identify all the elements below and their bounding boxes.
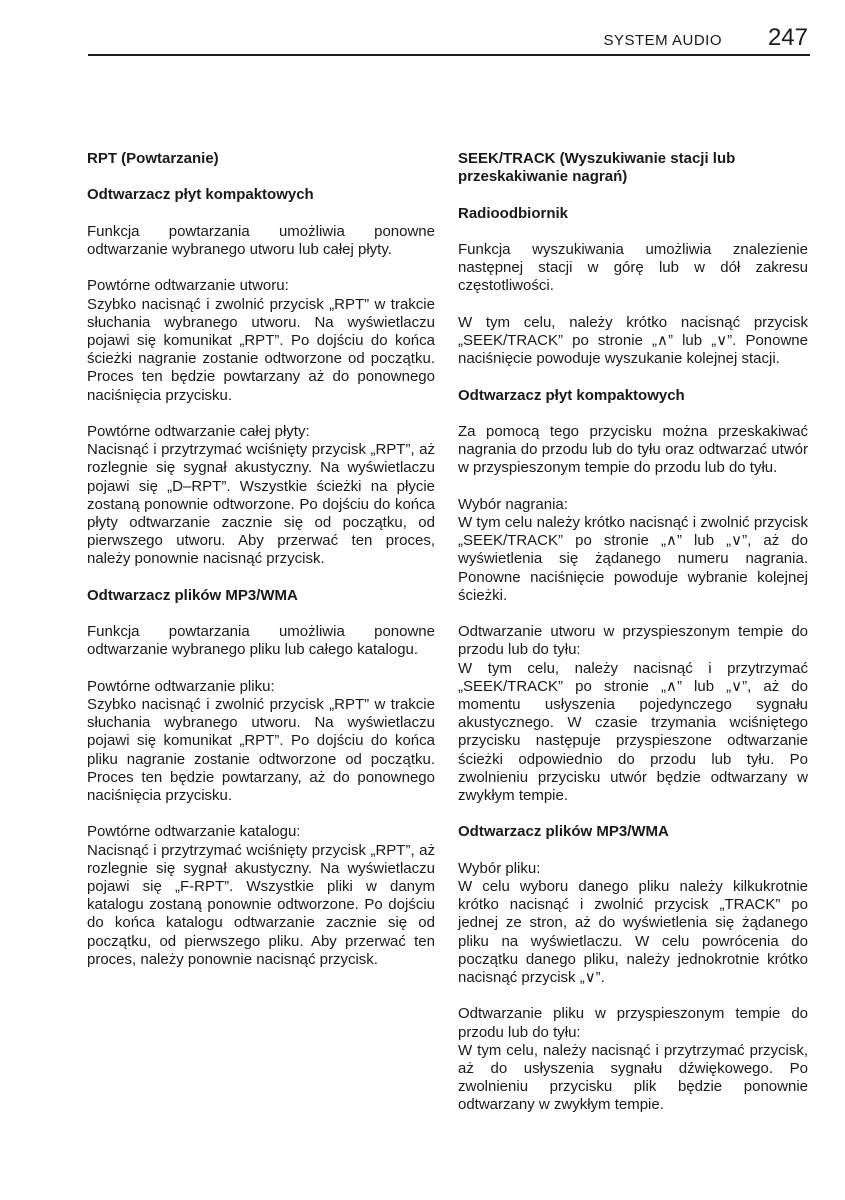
paragraph: Powtórne odtwarzanie całej płyty: Nacisnąć i przytrzymać wciśnięty przycisk „RPT”, aż rozlegnie się sygnał akustyczny. Na wyświetlaczu pojawi się „D–RPT”. Wszystkie ścieżki na płycie zostaną ponownie odtworzone. Po dojściu do końca płyty odtwarzanie zacznie się od początku, od pierwszego utworu. Aby przerwać ten proces, należy ponownie nacisnąć przycisk. <box>87 422 435 568</box>
page-number: 247 <box>767 24 808 51</box>
paragraph: Wybór nagrania: W tym celu należy krótko nacisnąć i zwolnić przycisk „SEEK/TRACK” po stronie „∧” lub „∨”, aż do wyświetlenia się żądanego numeru nagrania. Ponowne naciśnięcie powoduje wybranie kolejnej ścieżki. <box>458 495 808 604</box>
right-column <box>458 150 808 1115</box>
heading-radio: Radioodbiornik <box>458 204 568 222</box>
heading-cd-player: Odtwarzacz płyt kompaktowych <box>87 186 314 204</box>
paragraph: Wybór pliku: W celu wyboru danego pliku należy kilkukrotnie krótko nacisnąć i zwolnić przycisk „TRACK” po jednej ze stron, aż do wyświetlenia się żądanego pliku na wyświetlaczu. W celu powrócenia do początku danego pliku, należy jednokrotnie krótko nacisnąć przycisk „∨”. <box>458 859 808 986</box>
paragraph: Powtórne odtwarzanie pliku: Szybko nacisnąć i zwolnić przycisk „RPT” w trakcie słuchania wybranego utworu. Na wyświetlaczu pojawi się komunikat „RPT”. Po dojściu do końca pliku nagranie zostanie odtworzone od początku. Proces ten będzie powtarzany, aż do ponownego naciśnięcia przycisku. <box>87 677 435 804</box>
page-header <box>88 24 810 56</box>
paragraph: Funkcja powtarzania umożliwia ponowne odtwarzanie wybranego utworu lub całej płyty. <box>87 222 435 258</box>
paragraph: Odtwarzanie utworu w przyspieszonym tempie do przodu lub do tyłu: W tym celu, należy nacisnąć i przytrzymać „SEEK/TRACK” po stronie „∧” lub „∨”, aż do momentu usłyszenia pojedynczego sygnału akustycznego. W czasie trzymania wciśniętego przycisku następuje przyspieszone odtwarzanie ścieżki odpowiednio do przodu lub tyłu. Po zwolnieniu przycisku utwór będzie odtwarzany w zwykłym tempie. <box>458 623 808 804</box>
paragraph: Funkcja powtarzania umożliwia ponowne odtwarzanie wybranego pliku lub całego katalogu. <box>87 623 435 659</box>
heading-rpt: RPT (Powtarzanie) <box>87 150 219 167</box>
heading-cd-player: Odtwarzacz płyt kompaktowych <box>458 386 685 404</box>
heading-mp3-player: Odtwarzacz plików MP3/WMA <box>458 823 669 841</box>
paragraph: Za pomocą tego przycisku można przeskakiwać nagrania do przodu lub do tyłu oraz odtwarzać utwór w przyspieszonym tempie do przodu lub do tyłu. <box>458 422 808 477</box>
paragraph: W tym celu, należy krótko nacisnąć przycisk „SEEK/TRACK” po stronie „∧” lub „∨”. Ponowne naciśnięcie powoduje wyszukanie kolejnej stacji. <box>458 313 808 368</box>
section-title: SYSTEM AUDIO <box>603 32 722 49</box>
heading-mp3-player: Odtwarzacz plików MP3/WMA <box>87 586 298 604</box>
paragraph: Funkcja wyszukiwania umożliwia znalezienie następnej stacji w górę lub w dół zakresu częstotliwości. <box>458 240 808 295</box>
paragraph: Odtwarzanie pliku w przyspieszonym tempie do przodu lub do tyłu: W tym celu, należy nacisnąć i przytrzymać przycisk, aż do usłyszenia sygnału dźwiękowego. Po zwolnieniu przycisku plik będzie ponownie odtwarzany w zwykłym tempie. <box>458 1005 808 1114</box>
left-column <box>87 150 435 969</box>
heading-seek-track: SEEK/TRACK (Wyszukiwanie stacji lub przeskakiwanie nagrań) <box>458 150 736 186</box>
paragraph: Powtórne odtwarzanie katalogu: Nacisnąć i przytrzymać wciśnięty przycisk „RPT”, aż rozlegnie się sygnał akustyczny. Na wyświetlaczu pojawi się „F-RPT”. Wszystkie pliki w danym katalogu zostaną ponownie odtworzone. Po dojściu do końca katalogu odtwarzanie zacznie się od początku, od pierwszego pliku. Aby przerwać ten proces, należy ponownie nacisnąć przycisk. <box>87 823 435 968</box>
paragraph: Powtórne odtwarzanie utworu: Szybko nacisnąć i zwolnić przycisk „RPT” w trakcie słuchania wybranego utworu. Na wyświetlaczu pojawi się komunikat „RPT”. Po dojściu do końca ścieżki nagranie zostanie odtworzone od początku. Proces ten będzie powtarzany aż do ponownego naciśnięcia przycisku. <box>87 277 435 404</box>
